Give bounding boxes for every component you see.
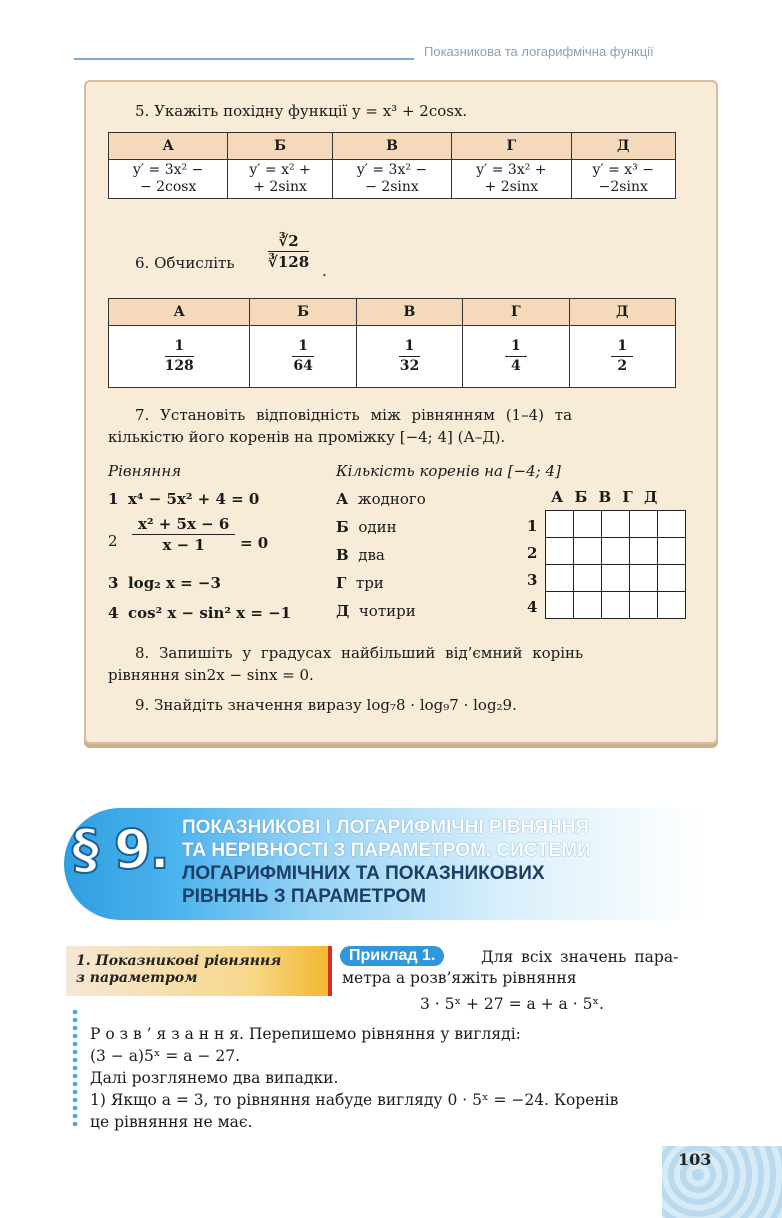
example-badge: Приклад 1. — [340, 946, 444, 966]
page-number: 103 — [678, 1150, 712, 1169]
col-header: Г — [463, 299, 569, 326]
equation-1: 1 x⁴ − 5x² + 4 = 0 — [108, 490, 260, 508]
equation-2-number: 2 — [108, 532, 118, 550]
grid-cell[interactable] — [546, 538, 574, 565]
equation-4: 4 cos² x − sin² x = −1 — [108, 604, 292, 622]
task7-prompt-line2: кількістю його коренів на проміжку [−4; 4] (А–Д). — [108, 428, 506, 446]
grid-cell[interactable] — [574, 592, 602, 619]
task6-answer-table — [108, 298, 676, 388]
example-line2: метра a розв’яжіть рівняння — [342, 969, 577, 987]
grid-cell[interactable] — [602, 592, 630, 619]
example-equation: 3 · 5ˣ + 27 = a + a · 5ˣ. — [420, 995, 604, 1013]
grid-cell[interactable] — [546, 592, 574, 619]
grid-row-label: 3 — [527, 571, 538, 589]
solution-line: 1) Якщо a = 3, то рівняння набуде вигляду 0 · 5ˣ = −24. Коренів — [90, 1091, 619, 1109]
grid-cell[interactable] — [602, 511, 630, 538]
task6-fraction: $\frac{∛2}{∛128}$ — [268, 232, 310, 271]
col-header: Б — [250, 299, 356, 326]
grid-cell[interactable] — [630, 538, 658, 565]
section-symbol: § 9. — [72, 818, 168, 881]
grid-row-label: 2 — [527, 544, 538, 562]
grid-cell[interactable] — [602, 538, 630, 565]
answer-g: $\frac{1}{4}$ — [463, 326, 569, 388]
col-header: А — [109, 299, 250, 326]
running-title: Показникова та логарифмічна функції — [424, 44, 654, 59]
solution-line: Далі розглянемо два випадки. — [90, 1069, 339, 1087]
grid-cell[interactable] — [630, 565, 658, 592]
option-b: Б один — [336, 518, 397, 536]
answer-d: y′ = x³ − −2sinx — [571, 160, 675, 199]
equation-2-rhs: = 0 — [240, 534, 269, 552]
task6-period: . — [322, 262, 327, 280]
col-header: Д — [569, 299, 675, 326]
grid-cell[interactable] — [546, 565, 574, 592]
equation-2-fraction: $\frac{\text{x² + 5x − 6}}{x - 1}$ — [132, 515, 235, 554]
grid-cell[interactable] — [658, 511, 686, 538]
grid-cell[interactable] — [658, 592, 686, 619]
col-header: А — [109, 133, 228, 160]
equation-3: 3 log₂ x = −3 — [108, 574, 221, 592]
option-v: В два — [336, 546, 385, 564]
solution-line: це рівняння не має. — [90, 1113, 253, 1131]
roots-header: Кількість коренів на [−4; 4] — [336, 462, 561, 480]
answer-b: y′ = x² + + 2sinx — [228, 160, 332, 199]
answer-v: $\frac{1}{32}$ — [356, 326, 462, 388]
grid-row-label: 1 — [527, 517, 538, 535]
solution-line: (3 − a)5ˣ = a − 27. — [90, 1047, 241, 1065]
grid-cell[interactable] — [574, 511, 602, 538]
answer-b: $\frac{1}{64}$ — [250, 326, 356, 388]
dotted-margin — [72, 1008, 78, 1128]
answer-v: y′ = 3x² − − 2sinx — [332, 160, 451, 199]
task9-text: 9. Знайдіть значення виразу log₇8 · log₉7 · log₂9. — [135, 696, 517, 714]
equations-header: Рівняння — [108, 462, 182, 480]
col-header: В — [332, 133, 451, 160]
task7-prompt-line1: 7. Установіть відповідність між рівнянням (1–4) та — [135, 406, 573, 424]
header-rule — [74, 58, 414, 60]
grid-cell[interactable] — [630, 511, 658, 538]
col-header: Б — [228, 133, 332, 160]
option-g: Г три — [336, 574, 384, 592]
subsection-title: 1. Показникові рівняння з параметром — [76, 953, 282, 986]
grid-cell[interactable] — [630, 592, 658, 619]
section-title: ПОКАЗНИКОВІ І ЛОГАРИФМІЧНІ РІВНЯННЯ ТА НЕРІВНОСТІ З ПАРАМЕТРОМ. СИСТЕМИ ЛОГАРИФМІЧНИХ ТА ПОКАЗНИКОВИХ РІВНЯНЬ З ПАРАМЕТРОМ — [182, 817, 591, 907]
answer-d: $\frac{1}{2}$ — [569, 326, 675, 388]
answer-g: y′ = 3x² + + 2sinx — [452, 160, 571, 199]
task5-prompt: 5. Укажіть похідну функції y = x³ + 2cosx. — [135, 102, 468, 120]
answer-a: $\frac{1}{128}$ — [109, 326, 250, 388]
grid-cell[interactable] — [574, 565, 602, 592]
grid-cell[interactable] — [546, 511, 574, 538]
grid-row-label: 4 — [527, 598, 538, 616]
option-a: А жодного — [336, 490, 426, 508]
col-header: В — [356, 299, 462, 326]
task8-line1: 8. Запишіть у градусах найбільший від’ємний корінь — [135, 644, 584, 662]
answer-a: y′ = 3x² − − 2cosx — [109, 160, 228, 199]
matching-grid — [545, 510, 686, 619]
task8-line2: рівняння sin2x − sinx = 0. — [108, 666, 314, 684]
grid-column-letters: А Б В Г Д — [551, 488, 658, 506]
grid-cell[interactable] — [658, 565, 686, 592]
task5-answer-table — [108, 132, 676, 199]
example-line1: Для всіх значень пара- — [481, 948, 679, 966]
col-header: Д — [571, 133, 675, 160]
task6-prompt: 6. Обчисліть — [135, 254, 235, 272]
col-header: Г — [452, 133, 571, 160]
option-d: Д чотири — [336, 602, 416, 620]
grid-cell[interactable] — [602, 565, 630, 592]
solution-line: Р о з в ’ я з а н н я. Перепишемо рівняння у вигляді: — [90, 1025, 521, 1043]
grid-cell[interactable] — [658, 538, 686, 565]
grid-cell[interactable] — [574, 538, 602, 565]
